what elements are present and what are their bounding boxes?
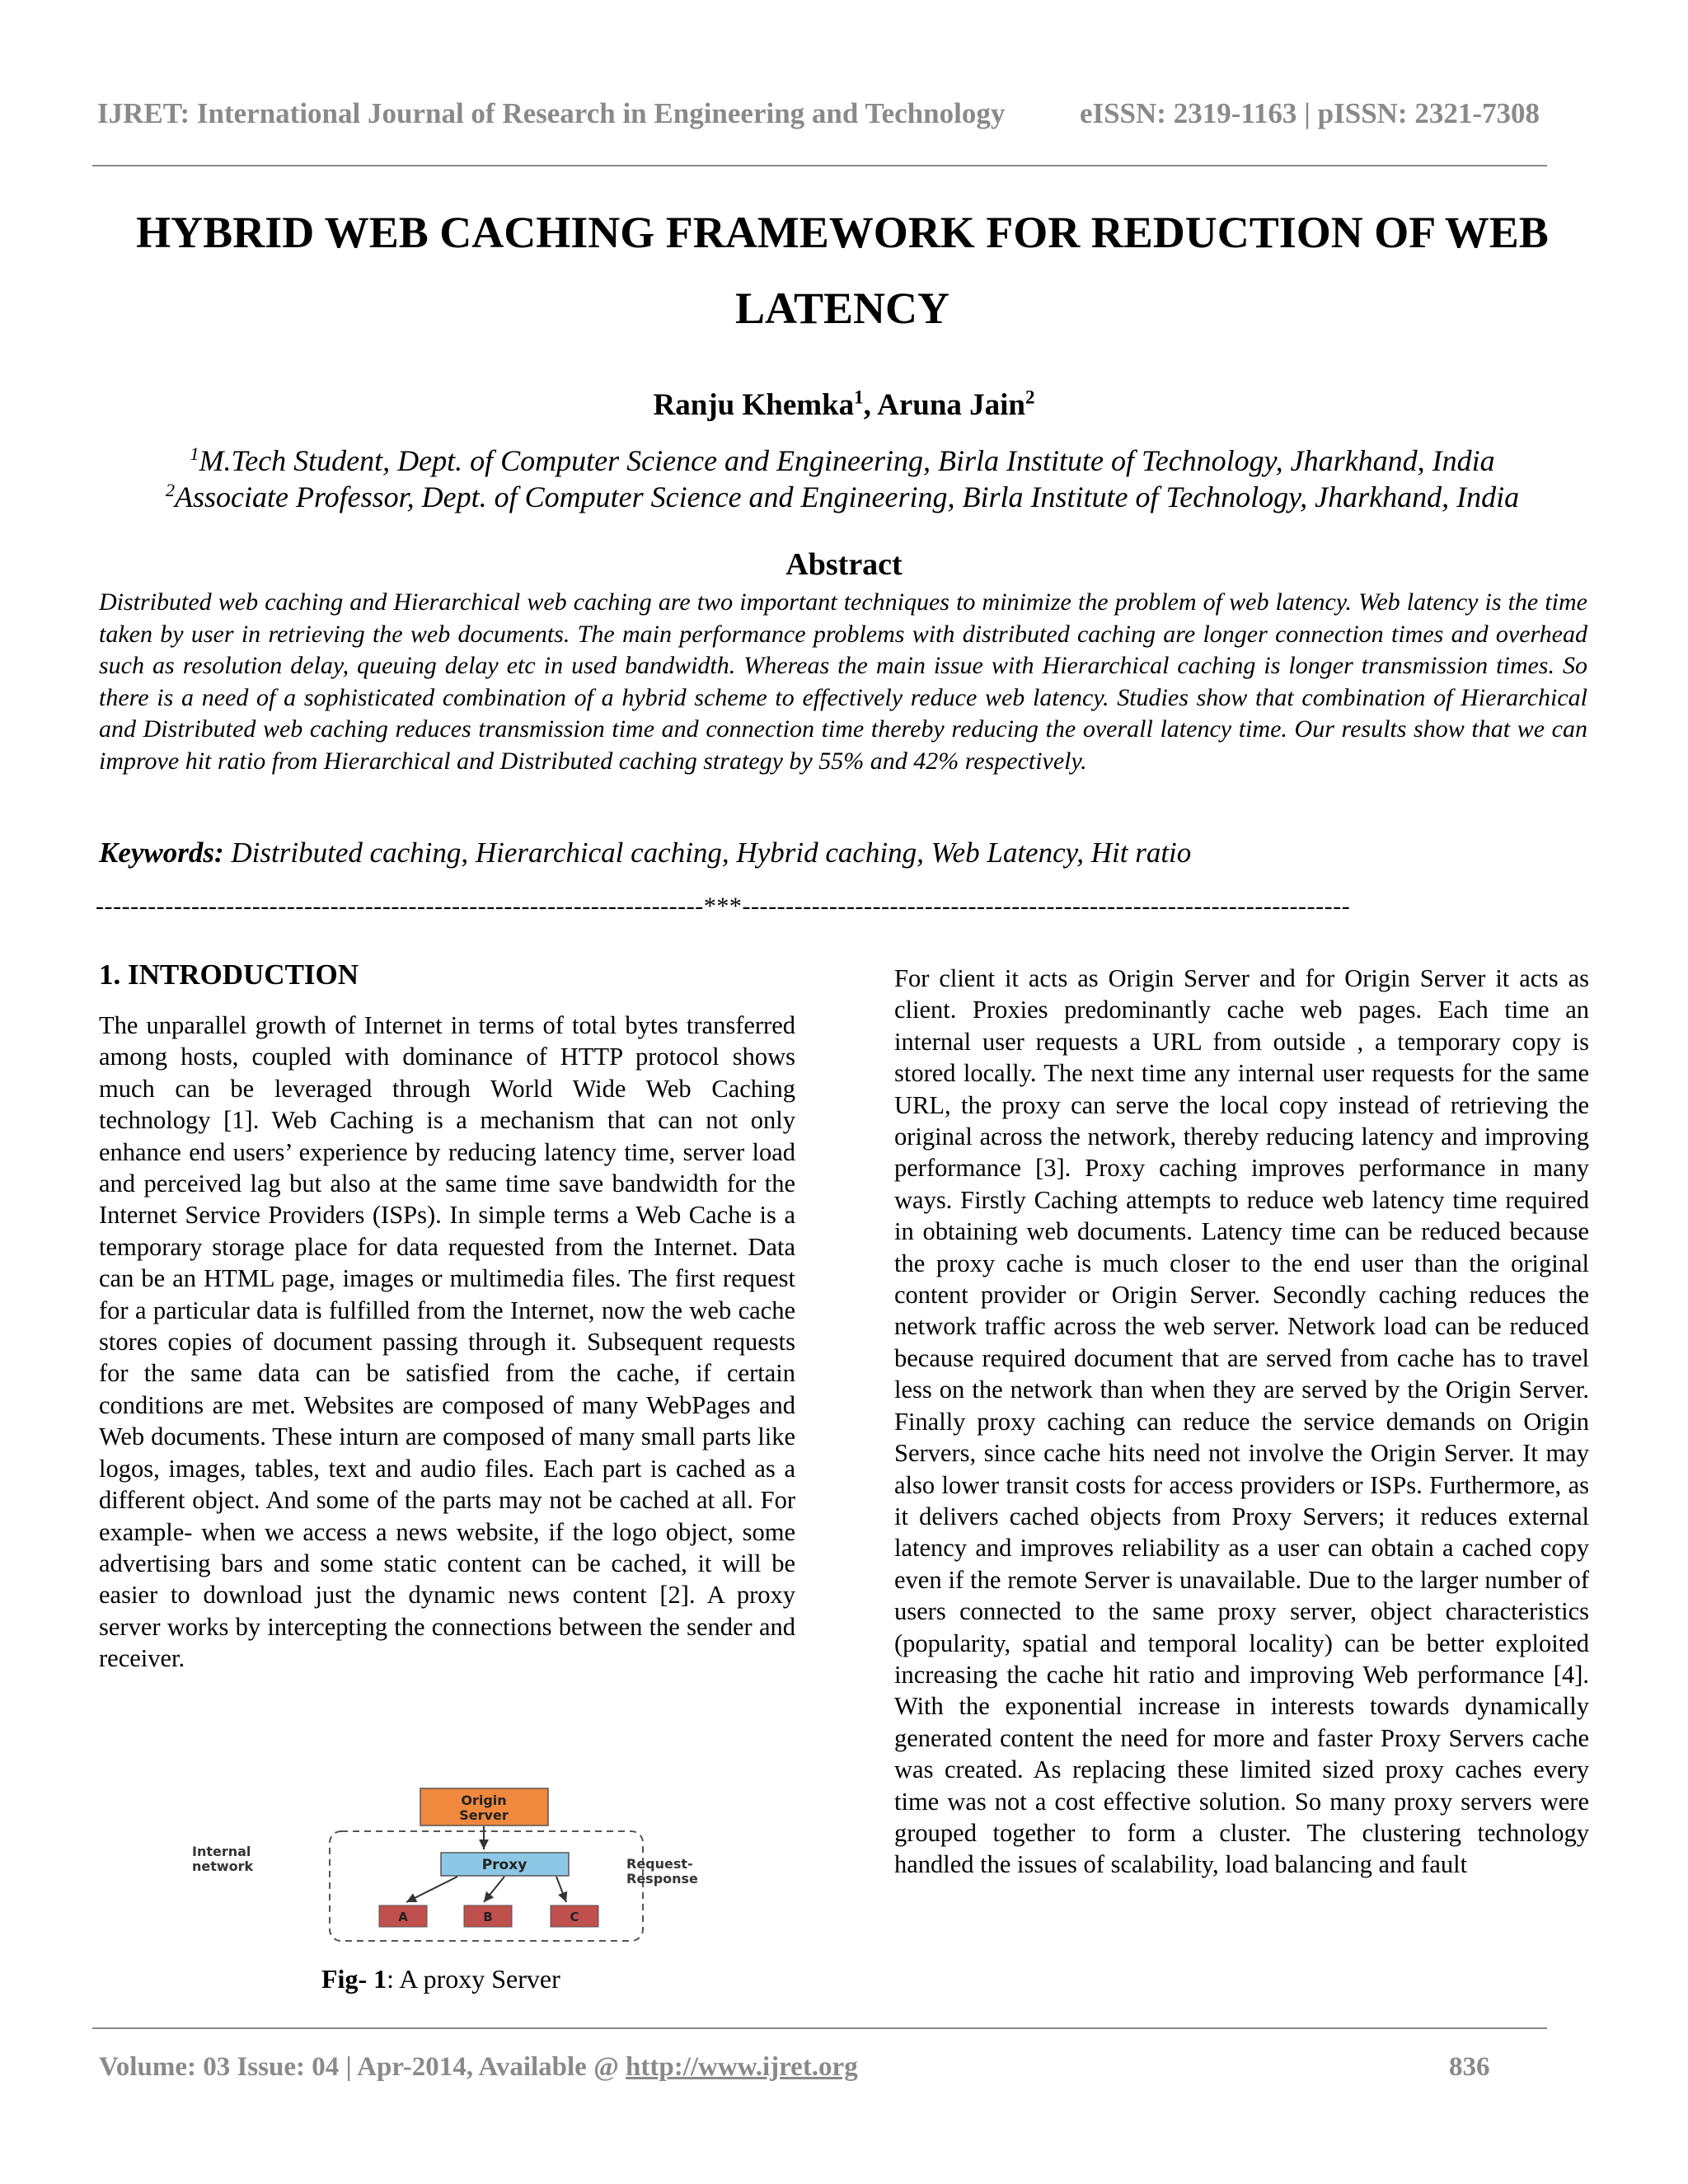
footer-rule — [92, 2027, 1547, 2029]
internal-network-label-1: Internal — [192, 1844, 251, 1859]
internal-network-label-2: network — [192, 1858, 254, 1874]
header-rule — [92, 165, 1547, 166]
proxy-server-figure — [185, 1780, 746, 1978]
issn-info: eISSN: 2319-1163 | pISSN: 2321-7308 — [1079, 97, 1540, 129]
author-2-sup: 2 — [1025, 387, 1035, 408]
section-separator: ----------------------------------------------------------------------***---------------------------------------------------------------------- — [96, 893, 1351, 920]
affiliation-2 — [92, 479, 1592, 515]
footer-volume-text: Volume: 03 Issue: 04 | Apr-2014, Available @ — [99, 2052, 626, 2082]
footer-volume — [99, 2052, 858, 2083]
keywords-label: Keywords: — [99, 837, 224, 869]
abstract-heading: Abstract — [785, 547, 903, 582]
affiliation-1-sup: 1 — [190, 443, 199, 464]
abstract-text: Distributed web caching and Hierarchical web caching are two important techniques to minimize the problem of web latency. Web latency is the time taken by user in retrieving the web documents. The main performance problems with distributed caching are longer connection times and overhead such as resolution delay, queuing delay etc in used bandwidth. Whereas the main issue with Hierarchical caching is longer transmission times. So there is a need of a sophisticated combination of a hybrid scheme to effectively reduce web latency. Studies show that combination of Hierarchical and Distributed web caching reduces transmission time and connection time thereby reducing the overall latency time. Our results show that we can improve hit ratio from Hierarchical and Distributed caching strategy by 55% and 42% respectively. — [99, 588, 1587, 775]
origin-server-label-1: Origin — [461, 1793, 507, 1808]
author-1-sup: 1 — [854, 387, 864, 408]
proxy-client-c-arrow — [556, 1877, 566, 1902]
body-right-column: For client it acts as Origin Server and for Origin Server it acts as client. Proxies predominantly cache web pages. Each time an internal user requests a URL from outside , a temporary copy is stored locally. The next time any internal user requests for the same URL, the proxy can serve the local copy instead of retrieving the original across the network, thereby reducing latency and improving performance [3]. Proxy caching improves performance in many ways. Firstly Caching attempts to reduce web latency time required in obtaining web documents. Latency time can be reduced because the proxy cache is much closer to the end user than the original content provider or Origin Server. Secondly caching reduces the network traffic across the web server. Network load can be reduced because required document that are served from cache has to travel less on the network than when they are served by the Origin Server. Finally proxy caching can reduce the service demands on Origin Servers, since cache hits need not involve the Origin Server. It may also lower transit costs for access providers or ISPs. Furthermore, as it delivers cached objects from Proxy Servers; it reduces external latency and improves reliability as a user can obtain a cached copy even if the remote Server is unavailable. Due to the larger number of users connected to the same proxy server, object characteristics (popularity, spatial and temporal locality) can be better exploited increasing the cache hit ratio and improving Web performance [4]. With the exponential increase in interests towards dynamically generated content the need for more and faster Proxy Servers cache was created. As replacing these limited sized proxy caches every time was not a cost effective solution. So many proxy servers were grouped together to form a cluster. The clustering technology handled the issues of scalability, load balancing and fault — [894, 964, 1589, 1879]
journal-name: IJRET: International Journal of Research in Engineering and Technology — [97, 97, 1006, 129]
proxy-client-a-arrow — [406, 1877, 457, 1902]
author-1: Ranju Khemka — [653, 388, 855, 422]
journal-url-link[interactable]: http://www.ijret.org — [626, 2052, 858, 2082]
author-separator: , — [863, 388, 878, 422]
page-number: 836 — [1449, 2052, 1490, 2082]
figure-caption-text: : A proxy Server — [387, 1964, 560, 1994]
client-a-label: A — [398, 1910, 408, 1924]
figure-caption-label: Fig- 1 — [321, 1964, 387, 1994]
origin-server-label-2: Server — [459, 1807, 509, 1823]
affiliation-2-text: Associate Professor, Dept. of Computer Science and Engineering, Birla Institute of Technology, Jharkhand, India — [175, 480, 1520, 513]
client-b-label: B — [483, 1910, 493, 1924]
body-left-column: The unparallel growth of Internet in terms of total bytes transferred among hosts, coupled with dominance of HTTP protocol shows much can be leveraged through World Wide Web Caching technology [1]. Web Caching is a mechanism that can not only enhance end users’ experience by reducing latency time, server load and perceived lag but also at the same time save bandwidth for the Internet Service Providers (ISPs). In simple terms a Web Cache is a temporary storage place for data requested from the Internet. Data can be an HTML page, images or multimedia files. The first request for a particular data is fulfilled from the Internet, now the web cache stores copies of document passing through it. Subsequent requests for the same data can be satisfied from the cache, if certain conditions are met. Websites are composed of many WebPages and Web documents. These inturn are composed of many small parts like logos, images, tables, text and audio files. Each part is cached as a different object. And some of the parts may not be cached at all. For example- when we access a news website, if the logo object, some advertising bars and some static content can be cached, it will be easier to download just the dynamic news content [2]. A proxy server works by intercepting the connections between the sender and receiver. — [99, 1011, 795, 1673]
keywords-text: Distributed caching, Hierarchical caching, Hybrid caching, Web Latency, Hit ratio — [223, 837, 1192, 869]
request-response-label-1: Request- — [626, 1856, 693, 1872]
figure-caption — [321, 1964, 560, 1994]
affiliation-1 — [92, 443, 1592, 479]
proxy-label: Proxy — [481, 1857, 528, 1873]
authors — [0, 387, 1688, 423]
author-2: Aruna Jain — [877, 388, 1025, 422]
paper-title: HYBRID WEB CACHING FRAMEWORK FOR REDUCTION OF WEB LATENCY — [136, 208, 1549, 333]
proxy-client-b-arrow — [484, 1877, 504, 1902]
section-title: 1. INTRODUCTION — [99, 958, 359, 991]
affiliation-2-sup: 2 — [165, 480, 175, 500]
keywords — [99, 837, 1191, 869]
affiliation-1-text: M.Tech Student, Dept. of Computer Science and Engineering, Birla Institute of Technology, Jharkhand, India — [199, 444, 1495, 477]
request-response-label-2: Response — [626, 1871, 698, 1886]
client-c-label: C — [570, 1910, 579, 1924]
